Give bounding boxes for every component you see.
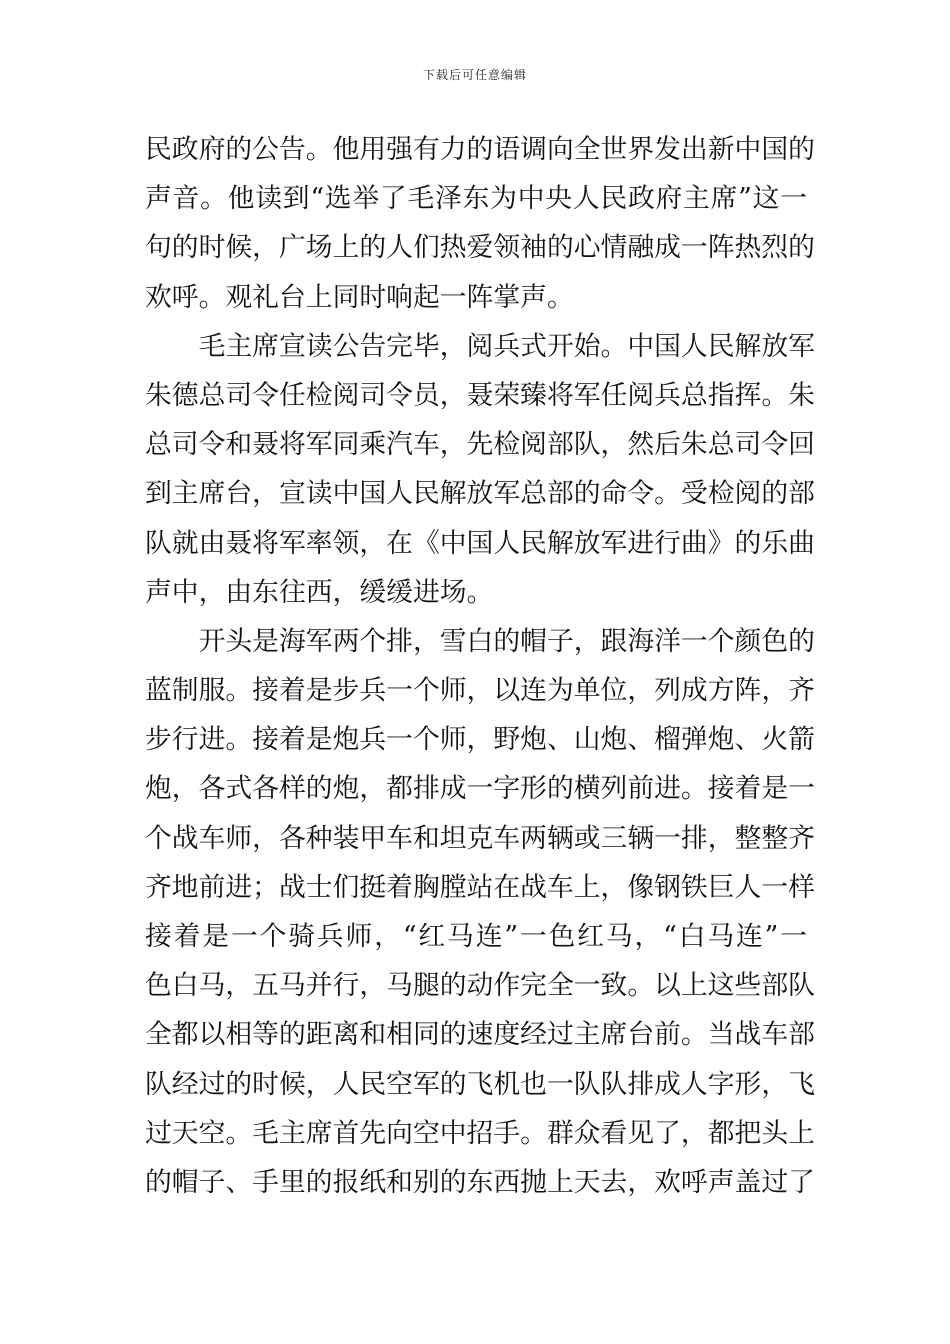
text-line: 个战车师，各种装甲车和坦克车两辆或三辆一排，整整齐 [145, 822, 815, 854]
text-line: 朱德总司令任检阅司令员，聂荣臻将军任阅兵总指挥。朱 [145, 379, 815, 411]
paragraph-start-line: 毛主席宣读公告完毕，阅兵式开始。中国人民解放军 [198, 330, 815, 362]
text-line: 声中，由东往西，缓缓进场。 [145, 576, 494, 608]
text-line: 步行进。接着是炮兵一个师，野炮、山炮、榴弹炮、火箭 [145, 724, 815, 756]
text-line: 队就由聂将军率领，在《中国人民解放军进行曲》的乐曲 [145, 527, 815, 559]
text-line: 齐地前进；战士们挺着胸膛站在战车上，像钢铁巨人一样 [145, 871, 815, 903]
text-line: 接着是一个骑兵师，“红马连”一色红马，“白马连”一 [145, 921, 807, 952]
text-line: 民政府的公告。他用强有力的语调向全世界发出新中国的 [145, 134, 815, 165]
text-line: 蓝制服。接着是步兵一个师，以连为单位，列成方阵，齐 [145, 675, 815, 707]
text-line: 欢呼。观礼台上同时响起一阵掌声。 [145, 281, 574, 313]
text-line: 全都以相等的距离和相同的速度经过主席台前。当战车部 [145, 1019, 815, 1051]
text-line: 炮，各式各样的炮，都排成一字形的横列前进。接着是一 [145, 773, 815, 805]
paragraph-start-line: 开头是海军两个排，雪白的帽子，跟海洋一个颜色的 [198, 625, 815, 657]
page-header: 下载后可任意编辑 [422, 68, 527, 82]
text-line: 的帽子、手里的报纸和别的东西抛上天去，欢呼声盖过了 [145, 1166, 815, 1198]
text-line: 声音。他读到“选举了毛泽东为中央人民政府主席”这一 [145, 183, 807, 215]
text-line: 队经过的时候，人民空军的飞机也一队队排成人字形，飞 [145, 1068, 815, 1100]
text-line: 总司令和聂将军同乘汽车，先检阅部队，然后朱总司令回 [145, 429, 815, 461]
text-line: 过天空。毛主席首先向空中招手。群众看见了，都把头上 [145, 1117, 815, 1149]
text-line: 到主席台，宣读中国人民解放军总部的命令。受检阅的部 [145, 478, 815, 510]
body-text [145, 125, 815, 1207]
text-line: 句的时候，广场上的人们热爱领袖的心情融成一阵热烈的 [145, 232, 815, 264]
text-line: 色白马，五马并行，马腿的动作完全一致。以上这些部队 [145, 970, 815, 1002]
